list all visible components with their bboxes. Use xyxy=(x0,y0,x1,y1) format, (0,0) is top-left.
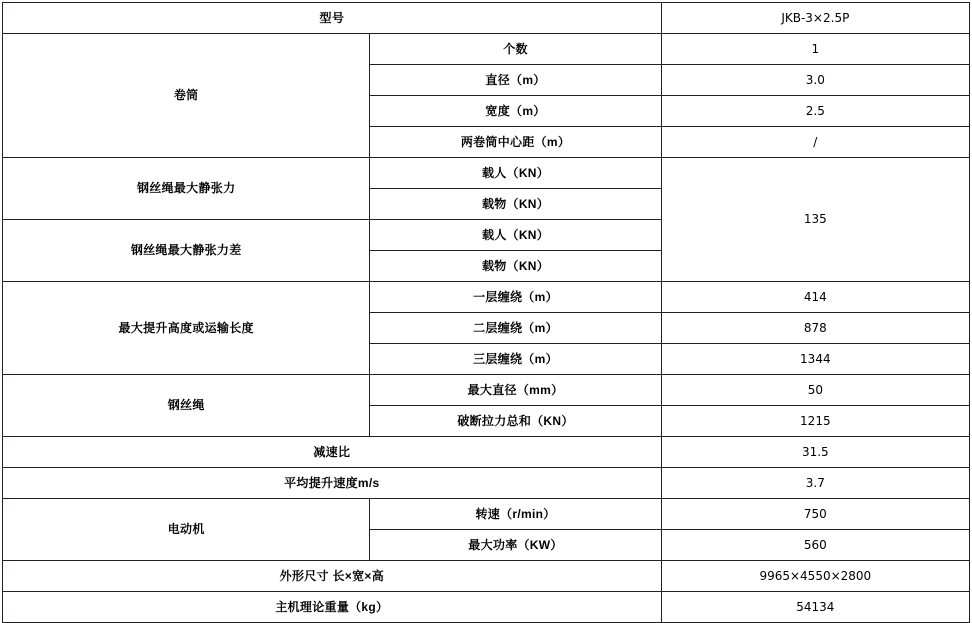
row-label: 转速（r/min） xyxy=(370,499,661,530)
row-label: 两卷筒中心距（m） xyxy=(370,127,661,158)
row-label: 最大直径（mm） xyxy=(370,375,661,406)
row-value: 414 xyxy=(661,282,969,313)
row-label: 平均提升速度m/s xyxy=(3,468,662,499)
row-value: 135 xyxy=(661,158,969,282)
row-label: 破断拉力总和（KN） xyxy=(370,406,661,437)
row-value: 750 xyxy=(661,499,969,530)
row-value: 1344 xyxy=(661,344,969,375)
row-value: / xyxy=(661,127,969,158)
row-value: 3.0 xyxy=(661,65,969,96)
row-label: 三层缠绕（m） xyxy=(370,344,661,375)
table-row xyxy=(3,468,970,499)
row-value: 2.5 xyxy=(661,96,969,127)
row-value: 9965×4550×2800 xyxy=(661,561,969,592)
row-value: JKB-3×2.5P xyxy=(661,3,969,34)
row-label: 型号 xyxy=(3,3,662,34)
table-row xyxy=(3,158,970,189)
row-label: 个数 xyxy=(370,34,661,65)
row-label: 载人（KN） xyxy=(370,220,661,251)
row-value: 31.5 xyxy=(661,437,969,468)
row-group-label: 钢丝绳最大静张力 xyxy=(3,158,370,220)
table-row xyxy=(3,561,970,592)
row-value: 3.7 xyxy=(661,468,969,499)
row-group-label: 卷筒 xyxy=(3,34,370,158)
row-value: 50 xyxy=(661,375,969,406)
specification-table-body xyxy=(3,3,970,623)
row-label: 外形尺寸 长×宽×高 xyxy=(3,561,662,592)
table-row xyxy=(3,3,970,34)
row-group-label: 钢丝绳 xyxy=(3,375,370,437)
table-row xyxy=(3,282,970,313)
row-value: 560 xyxy=(661,530,969,561)
row-group-label: 电动机 xyxy=(3,499,370,561)
table-row xyxy=(3,34,970,65)
row-value: 1215 xyxy=(661,406,969,437)
row-value: 1 xyxy=(661,34,969,65)
row-label: 最大功率（KW） xyxy=(370,530,661,561)
row-label: 载人（KN） xyxy=(370,158,661,189)
specification-table xyxy=(2,2,970,623)
table-row xyxy=(3,592,970,623)
row-value: 54134 xyxy=(661,592,969,623)
table-row xyxy=(3,499,970,530)
row-label: 主机理论重量（kg） xyxy=(3,592,662,623)
table-row xyxy=(3,375,970,406)
row-label: 二层缠绕（m） xyxy=(370,313,661,344)
row-label: 一层缠绕（m） xyxy=(370,282,661,313)
row-group-label: 最大提升高度或运输长度 xyxy=(3,282,370,375)
row-label: 减速比 xyxy=(3,437,662,468)
row-value: 878 xyxy=(661,313,969,344)
row-group-label: 钢丝绳最大静张力差 xyxy=(3,220,370,282)
row-label: 载物（KN） xyxy=(370,189,661,220)
row-label: 直径（m） xyxy=(370,65,661,96)
table-row xyxy=(3,437,970,468)
row-label: 宽度（m） xyxy=(370,96,661,127)
row-label: 载物（KN） xyxy=(370,251,661,282)
